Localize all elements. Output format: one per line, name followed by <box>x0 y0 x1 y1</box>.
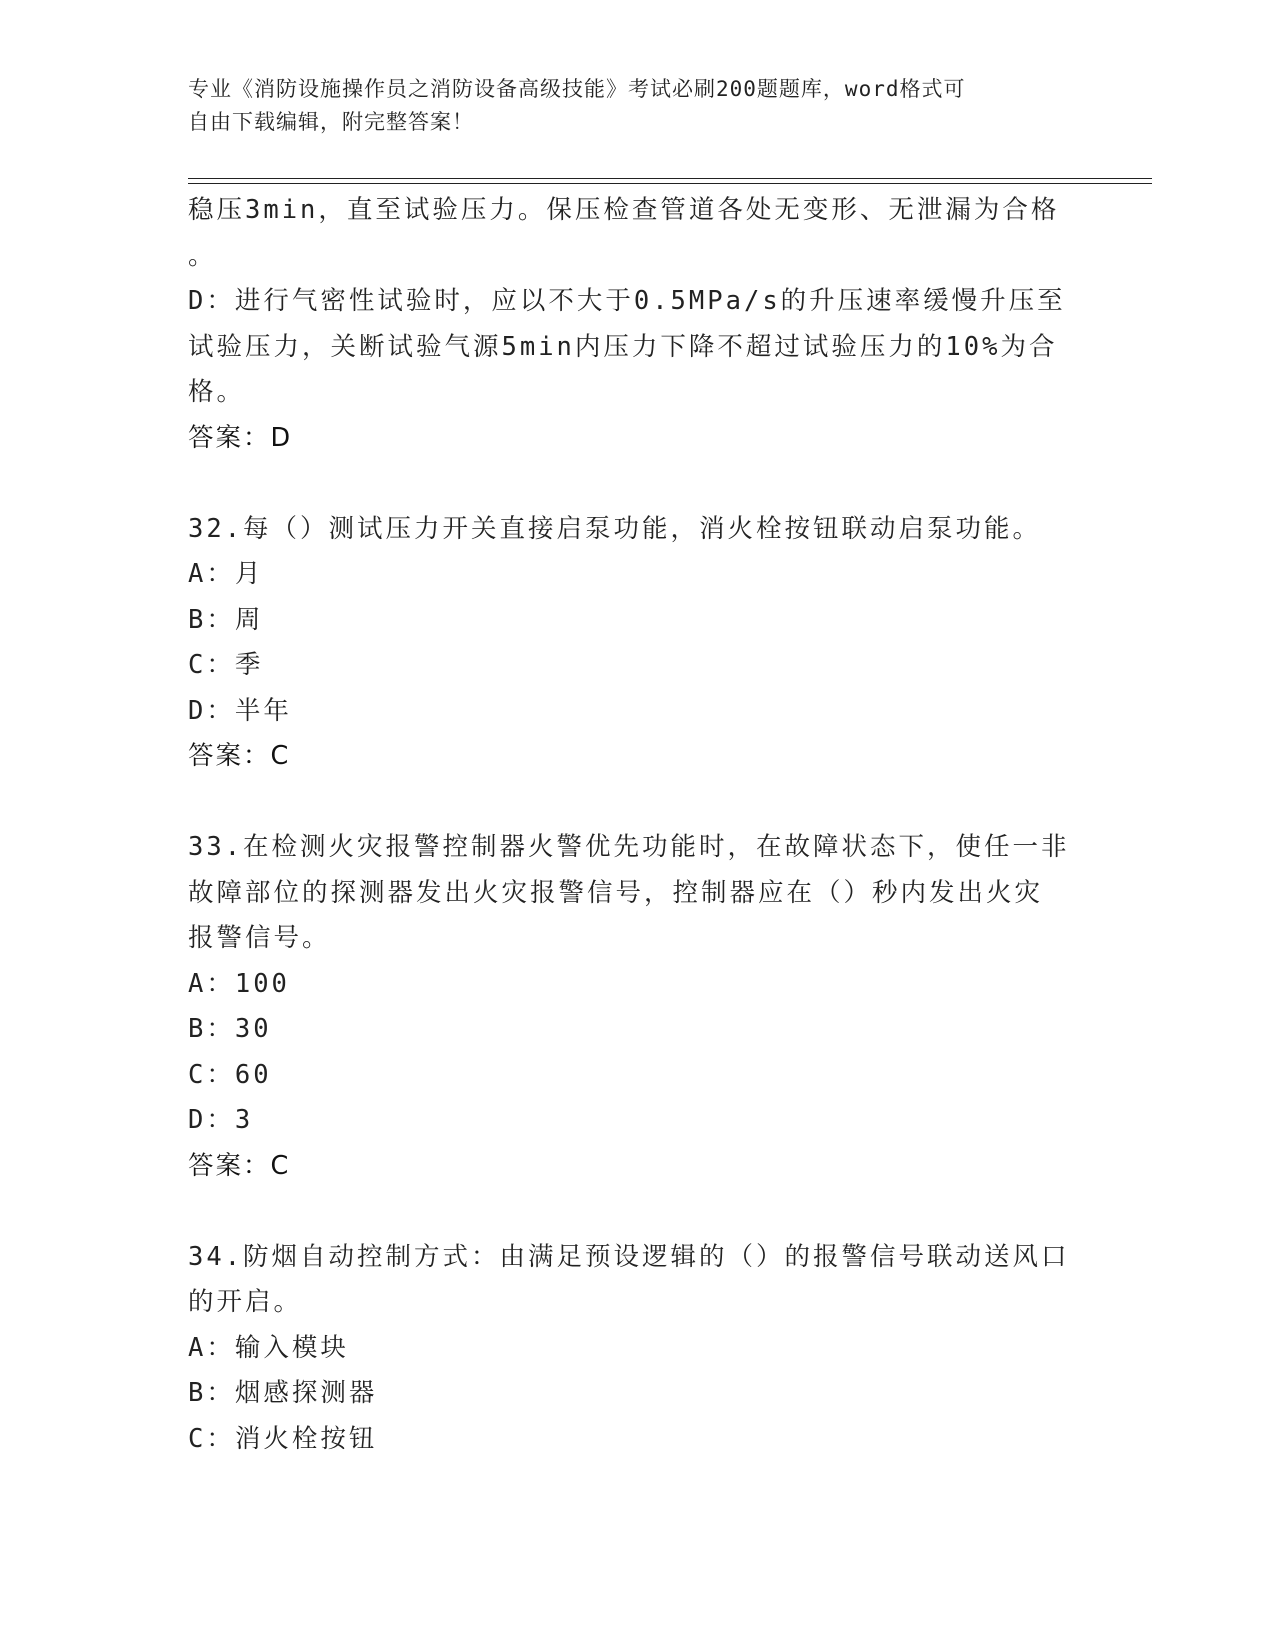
option-d-line-3: 格。 <box>188 377 246 407</box>
option-a: A：100 <box>188 968 290 999</box>
question-stem-line-2: 故障部位的探测器发出火灾报警信号，控制器应在（）秒内发出火灾 <box>188 877 1044 908</box>
option-b: B：30 <box>188 1014 272 1044</box>
question-31-continuation <box>188 188 1078 461</box>
option-b: B：烟感探测器 <box>188 1378 378 1408</box>
question-text-line: 稳压3min，直至试验压力。保压检查管道各处无变形、无泄漏为合格 <box>188 195 1060 225</box>
question-stem-line-3: 报警信号。 <box>188 923 331 953</box>
question-34 <box>188 1235 1078 1463</box>
option-c: C：60 <box>188 1059 272 1090</box>
header-divider-top <box>188 178 1152 179</box>
option-d: D：3 <box>188 1105 254 1135</box>
answer-line: 答案：C <box>188 741 291 771</box>
header-divider-bottom <box>188 183 1152 184</box>
question-stem: 32.每（）测试压力开关直接启泵功能，消火栓按钮联动启泵功能。 <box>188 513 1042 544</box>
answer-line: 答案：D <box>188 422 293 453</box>
question-33 <box>188 825 1078 1189</box>
option-d: D：半年 <box>188 695 292 726</box>
spacer <box>188 780 1078 826</box>
option-d-line-2: 试验压力，关断试验气源5min内压力下降不超过试验压力的10%为合 <box>188 331 1058 362</box>
document-header <box>188 73 1068 139</box>
spacer <box>188 1189 1078 1235</box>
option-c: C：季 <box>188 650 264 680</box>
document-body <box>188 188 1078 1462</box>
header-line-1: 专业《消防设施操作员之消防设备高级技能》考试必刷200题题库，word格式可 <box>188 77 966 101</box>
answer-line: 答案：C <box>188 1150 291 1181</box>
option-a: A：月 <box>188 559 264 589</box>
question-stem: 33.在检测火灾报警控制器火警优先功能时，在故障状态下，使任一非 <box>188 832 1070 862</box>
question-text-line: 。 <box>188 240 217 271</box>
spacer <box>188 461 1078 507</box>
option-d: D：进行气密性试验时，应以不大于0.5MPa/s的升压速率缓慢升压至 <box>188 286 1066 316</box>
header-line-2: 自由下载编辑，附完整答案！ <box>188 110 474 134</box>
option-a: A：输入模块 <box>188 1332 349 1363</box>
option-b: B：周 <box>188 604 264 635</box>
question-stem: 34.防烟自动控制方式：由满足预设逻辑的（）的报警信号联动送风口 <box>188 1241 1070 1272</box>
option-c: C：消火栓按钮 <box>188 1423 378 1454</box>
question-stem-line-2: 的开启。 <box>188 1287 303 1317</box>
question-32 <box>188 507 1078 780</box>
